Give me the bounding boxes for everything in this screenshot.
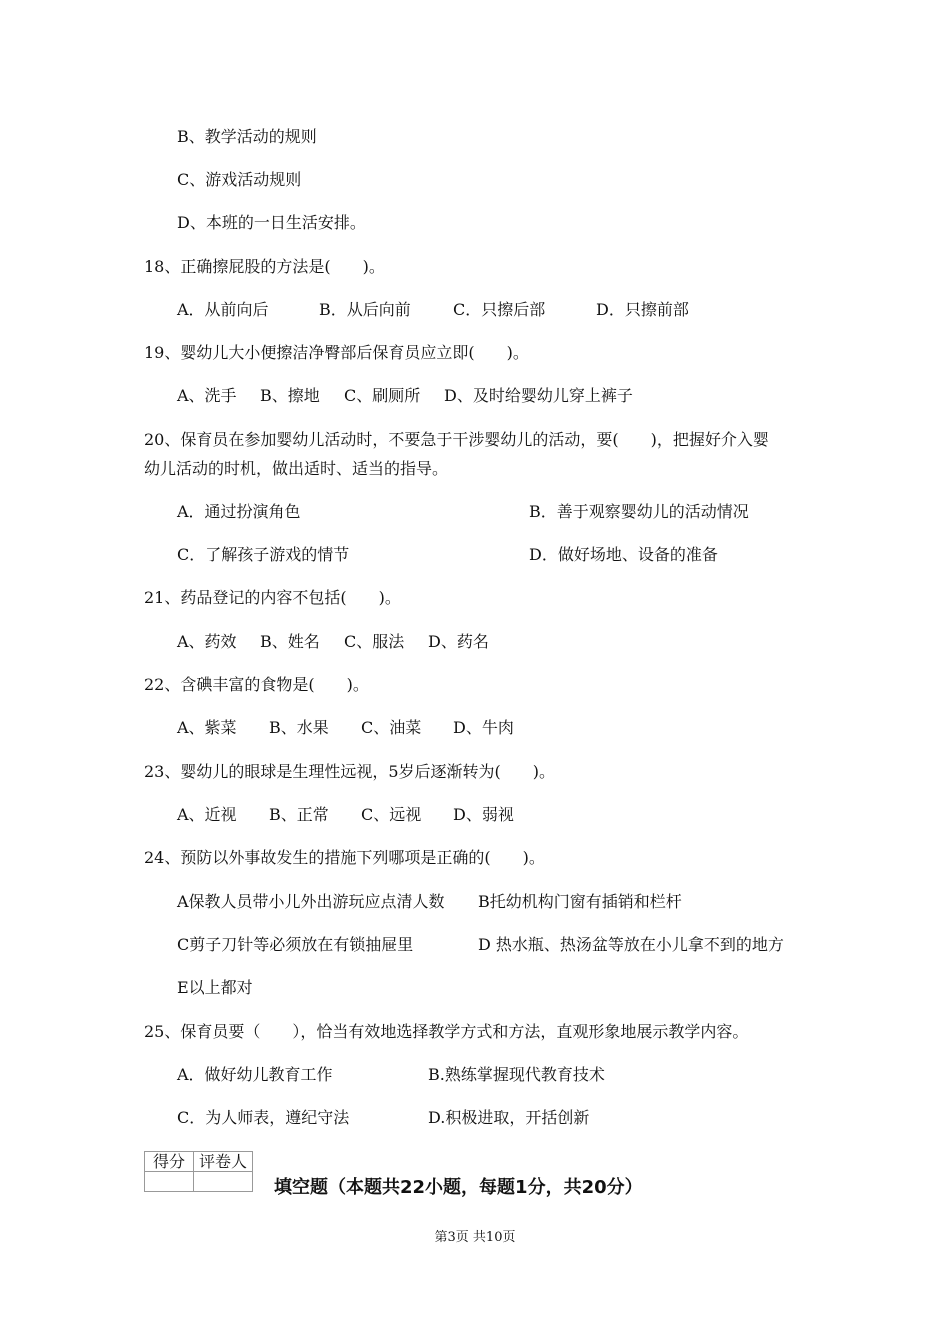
q18-option-b: B．从后向前 [319,300,411,319]
option-c: C、游戏活动规则 [177,170,302,189]
grader-header: 评卷人 [194,1152,253,1172]
q24-option-e: E以上都对 [177,978,253,997]
q19-option-b: B、擦地 [260,386,320,405]
question-24: 24、预防以外事故发生的措施下列哪项是正确的( )。 [144,848,545,867]
q22-option-b: B、水果 [269,718,329,737]
q25-option-d: D.积极进取，开括创新 [428,1108,590,1127]
q20-option-b: B．善于观察婴幼儿的活动情况 [529,502,749,521]
question-19: 19、婴幼儿大小便擦洁净臀部后保育员应立即( )。 [144,343,529,362]
question-20-line1: 20、保育员在参加婴幼儿活动时，不要急于干涉婴幼儿的活动，要( )，把握好介入婴 [144,430,769,449]
score-table [144,1151,253,1192]
question-21: 21、药品登记的内容不包括( )。 [144,588,401,607]
q23-option-b: B、正常 [269,805,329,824]
score-header: 得分 [145,1152,194,1172]
q20-option-d: D．做好场地、设备的准备 [529,545,718,564]
q24-option-a: A保教人员带小儿外出游玩应点清人数 [177,892,445,911]
q21-option-d: D、药名 [428,632,489,651]
q22-option-a: A、紫菜 [177,718,237,737]
q21-option-b: B、姓名 [260,632,320,651]
q23-option-d: D、弱视 [453,805,514,824]
page-footer: 第3页 共10页 [434,1230,516,1245]
q22-option-d: D、牛肉 [453,718,514,737]
q23-option-a: A、近视 [177,805,237,824]
q25-option-a: A．做好幼儿教育工作 [177,1065,333,1084]
q25-option-c: C．为人师表，遵纪守法 [177,1108,350,1127]
q19-option-a: A、洗手 [177,386,237,405]
option-b: B、教学活动的规则 [177,127,317,146]
q18-option-d: D．只擦前部 [596,300,689,319]
q22-option-c: C、油菜 [361,718,422,737]
score-cell [145,1172,194,1192]
q23-option-c: C、远视 [361,805,422,824]
question-23: 23、婴幼儿的眼球是生理性远视，5岁后逐渐转为( )。 [144,762,556,781]
question-20-line2: 幼儿活动的时机，做出适时、适当的指导。 [144,459,449,478]
q21-option-a: A、药效 [177,632,237,651]
question-22: 22、含碘丰富的食物是( )。 [144,675,369,694]
q20-option-a: A．通过扮演角色 [177,502,301,521]
q19-option-d: D、及时给婴幼儿穿上裤子 [444,386,633,405]
grader-cell [194,1172,253,1192]
question-25: 25、保育员要（ ），恰当有效地选择教学方式和方法，直观形象地展示教学内容。 [144,1022,749,1041]
q25-option-b: B.熟练掌握现代教育技术 [428,1065,605,1084]
q24-option-b: B托幼机构门窗有插销和栏杆 [478,892,682,911]
q18-option-c: C．只擦后部 [453,300,546,319]
q20-option-c: C．了解孩子游戏的情节 [177,545,350,564]
option-d: D、本班的一日生活安排。 [177,213,366,232]
q19-option-c: C、刷厕所 [344,386,421,405]
section-title: 填空题（本题共22小题，每题1分，共20分） [274,1177,643,1198]
question-18: 18、正确擦屁股的方法是( )。 [144,257,385,276]
q24-option-d: D 热水瓶、热汤盆等放在小儿拿不到的地方 [478,935,784,954]
q21-option-c: C、服法 [344,632,405,651]
q24-option-c: C剪子刀针等必须放在有锁抽屉里 [177,935,414,954]
q18-option-a: A．从前向后 [177,300,269,319]
